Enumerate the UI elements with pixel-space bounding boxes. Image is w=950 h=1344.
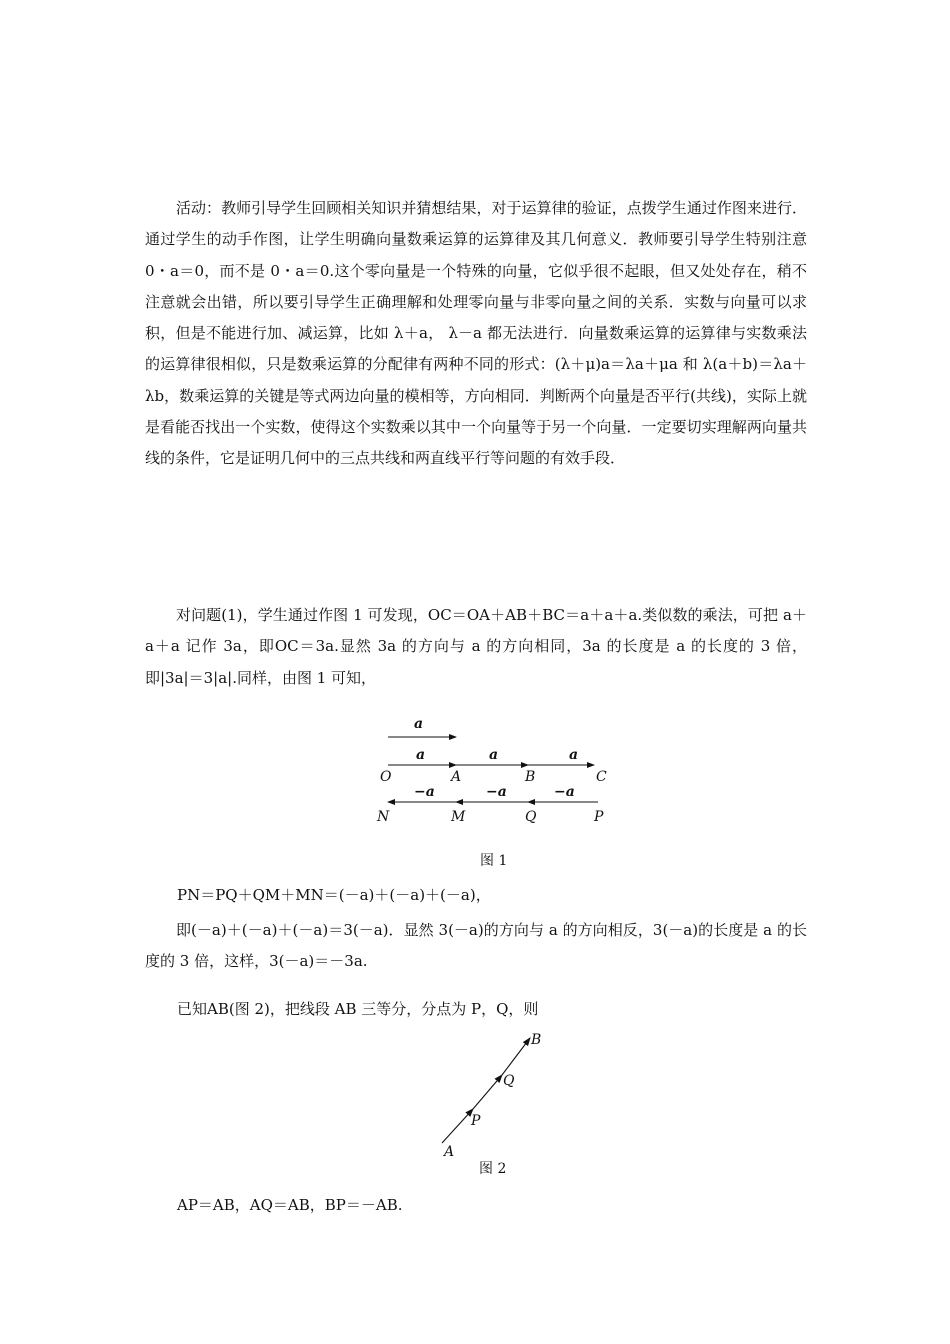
fig2-point-label: Q	[503, 1073, 515, 1089]
fig1-point-label: Q	[525, 809, 537, 825]
fig1-point-label: M	[451, 809, 466, 825]
activity-paragraph	[145, 193, 807, 475]
fig1-point-label: N	[377, 809, 390, 825]
fig2-arrow-pq	[473, 1075, 502, 1109]
conclusion-paragraph	[145, 915, 807, 978]
equation-pn-line: PN＝PQ＋QM＋MN＝(－a)＋(－a)＋(－a)，	[177, 886, 491, 904]
final-equation-line: AP＝AB，AQ＝AB，BP＝－AB.	[177, 1196, 403, 1214]
fig2-arrow-qb	[502, 1038, 530, 1075]
fig1-forward-label: a	[416, 747, 426, 763]
fig1-point-label: C	[596, 769, 607, 785]
fig2-arrow-ap	[442, 1109, 473, 1143]
figure-2-diagram	[430, 1025, 560, 1157]
fig2-point-label: B	[531, 1032, 542, 1048]
figure-2-caption: 图 2	[479, 1161, 507, 1177]
paragraph-problem-text: 对问题(1)，学生通过作图 1 可发现，OC＝OA＋AB＋BC＝a＋a＋a.类似数的乘法，可把 a＋a＋a 记作 3a，即OC＝3a.显然 3a 的方向与 a 的方向相同，3a 的长度是 a 的长度的 3 倍，即|3a|＝3|a|.同样，由图 1 可知，	[145, 606, 807, 687]
fig1-point-label: A	[451, 769, 462, 785]
fig1-point-label: B	[525, 769, 536, 785]
fig2-point-label: A	[444, 1144, 455, 1157]
fig1-backward-label: −a	[486, 784, 507, 800]
fig1-backward-label: −a	[414, 784, 435, 800]
fig1-backward-label: −a	[554, 784, 575, 800]
paragraph-activity-text: 活动：教师引导学生回顾相关知识并猜想结果，对于运算律的验证，点拨学生通过作图来进行．通过学生的动手作图，让学生明确向量数乘运算的运算律及其几何意义．教师要引导学生特别注意 0・a＝0，而不是 0・a＝0.这个零向量是一个特殊的向量，它似乎很不起眼，但又处处存在，稍不注意就会出错，所以要引导学生正确理解和处理零向量与非零向量之间的关系．实数与向量可以求积，但是不能进行加、减运算，比如 λ＋a， λ－a 都无法进行．向量数乘运算的运算律与实数乘法的运算律很相似，只是数乘运算的分配律有两种不同的形式：(λ＋μ)a＝λa＋μa 和 λ(a＋b)＝λa＋λb，数乘运算的关键是等式两边向量的模相等，方向相同．判断两个向量是否平行(共线)，实际上就是看能否找出一个实数，使得这个实数乘以其中一个向量等于另一个向量．一定要切实理解两向量共线的条件，它是证明几何中的三点共线和两直线平行等问题的有效手段．	[145, 199, 807, 468]
fig1-top-label: a	[414, 716, 424, 732]
fig2-point-label: P	[471, 1113, 481, 1129]
fig1-point-label: P	[594, 809, 604, 825]
paragraph-conclusion-text: 即(－a)＋(－a)＋(－a)＝3(－a)．显然 3(－a)的方向与 a 的方向相反，3(－a)的长度是 a 的长度的 3 倍，这样，3(－a)＝－3a.	[145, 921, 807, 971]
problem-paragraph	[145, 600, 807, 694]
figure-1-caption: 图 1	[480, 853, 508, 869]
fig1-forward-label: a	[569, 747, 579, 763]
figure-1-diagram	[370, 712, 630, 827]
fig1-forward-label: a	[489, 747, 499, 763]
fig1-point-label: O	[380, 769, 392, 785]
trisection-intro-line: 已知AB(图 2)，把线段 AB 三等分，分点为 P，Q，则	[177, 1000, 539, 1018]
